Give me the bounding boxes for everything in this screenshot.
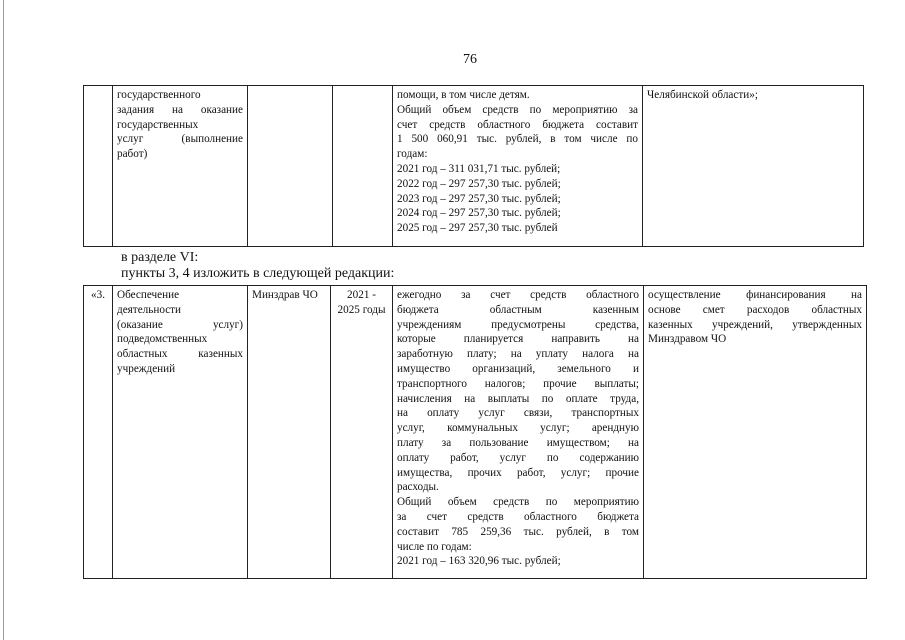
funding-info-line: бюджета областным казенным (397, 303, 639, 316)
funding-info-line: ежегодно за счет средств областного (397, 289, 639, 301)
funding-year-line: 2021 год – 163 320,96 тыс. рублей; (397, 555, 561, 568)
funding-info-line: составит 785 259,36 тыс. рублей, в том (397, 525, 639, 538)
funding-info-line: транспортного налогов; прочие выплаты; (397, 377, 639, 390)
cell-funding-info (393, 86, 643, 247)
funding-info-line: Общий объем средств по мероприятию (397, 496, 639, 509)
funding-info-line: за счет средств областного бюджета (397, 510, 639, 523)
cell-measure-name (113, 86, 248, 247)
table-row (84, 86, 864, 247)
item-number: «3. (91, 289, 105, 301)
cell-executor (248, 286, 331, 579)
measures-table-continued (83, 85, 864, 247)
funding-year-line: 2022 год – 297 257,30 тыс. рублей; (397, 177, 561, 190)
cell-period (333, 86, 393, 247)
funding-info-line: годам: (397, 148, 428, 161)
page-edge-line (3, 0, 4, 640)
funding-info-line: на оплату услуг связи, транспортных (397, 407, 639, 420)
funding-info-line: плату за пользование имуществом; на (397, 436, 639, 449)
page-number: 76 (463, 52, 477, 67)
cell-expected-result (643, 86, 864, 247)
measure-name-line: Обеспечение (117, 289, 180, 301)
cell-number (84, 286, 113, 579)
expected-result-line: Минздравом ЧО (648, 333, 727, 346)
funding-info-line: Общий объем средств по мероприятию за (397, 103, 638, 116)
funding-year-line: 2021 год – 311 031,71 тыс. рублей; (397, 162, 561, 175)
measure-name-line: учреждений (117, 362, 176, 375)
table-row (84, 286, 867, 579)
funding-info-line: которые планируется направить на (397, 333, 639, 346)
measure-name-line: областных казенных (117, 348, 243, 361)
section-heading: в разделе VI: (121, 250, 199, 265)
cell-executor (248, 86, 333, 247)
measure-name-line: деятельности (117, 303, 182, 316)
funding-info-line: оплату работ, услуг по содержанию (397, 451, 639, 464)
period-line: 2021 - (347, 289, 376, 301)
funding-info-line: услуг, коммунальных услуг; арендную (397, 422, 639, 435)
funding-info-line: учреждениям предусмотрены средства, (397, 318, 639, 331)
funding-year-line: 2023 год – 297 257,30 тыс. рублей; (397, 192, 561, 205)
funding-info-line: 1 500 060,91 тыс. рублей, в том числе по (397, 133, 638, 146)
funding-info-line: числе по годам: (397, 540, 472, 553)
expected-result-line: осуществление финансирования на (648, 289, 862, 301)
period-line: 2025 годы (337, 303, 386, 316)
executor-name: Минздрав ЧО (252, 289, 318, 301)
funding-year-line: 2024 год – 297 257,30 тыс. рублей; (397, 207, 561, 220)
measure-name-line: задания на оказание (117, 103, 243, 116)
cell-period (331, 286, 393, 579)
funding-info-line: счет средств областного бюджета составит (397, 118, 638, 131)
measure-name-line: государственных (117, 118, 199, 131)
cell-number (84, 86, 113, 247)
funding-info-line: расходы. (397, 481, 439, 494)
measure-name-line: государственного (117, 89, 201, 101)
expected-result-line: основе смет расходов областных (648, 303, 862, 316)
paragraph-instruction: пункты 3, 4 изложить в следующей редакции: (121, 266, 395, 281)
cell-funding-info (393, 286, 644, 579)
measure-name-line: подведомственных (117, 333, 208, 346)
measures-table-new-wording (83, 285, 867, 579)
funding-year-line: 2025 год – 297 257,30 тыс. рублей (397, 222, 558, 235)
funding-info-line: заработную плату; на уплату налога на (397, 348, 639, 361)
funding-info-line: помощи, в том числе детям. (397, 89, 530, 101)
measure-name-line: (оказание услуг) (117, 318, 243, 331)
cell-expected-result (644, 286, 867, 579)
measure-name-line: работ) (117, 148, 148, 161)
funding-info-line: имущества, прочих работ, услуг; прочие (397, 466, 639, 479)
cell-measure-name (113, 286, 248, 579)
funding-info-line: начисления на выплаты по оплате труда, (397, 392, 639, 405)
funding-info-line: имущество организаций, земельного и (397, 362, 639, 375)
expected-result-line: казенных учреждений, утвержденных (648, 318, 862, 331)
expected-result-line: Челябинской области»; (647, 89, 758, 101)
measure-name-line: услуг (выполнение (117, 133, 243, 146)
